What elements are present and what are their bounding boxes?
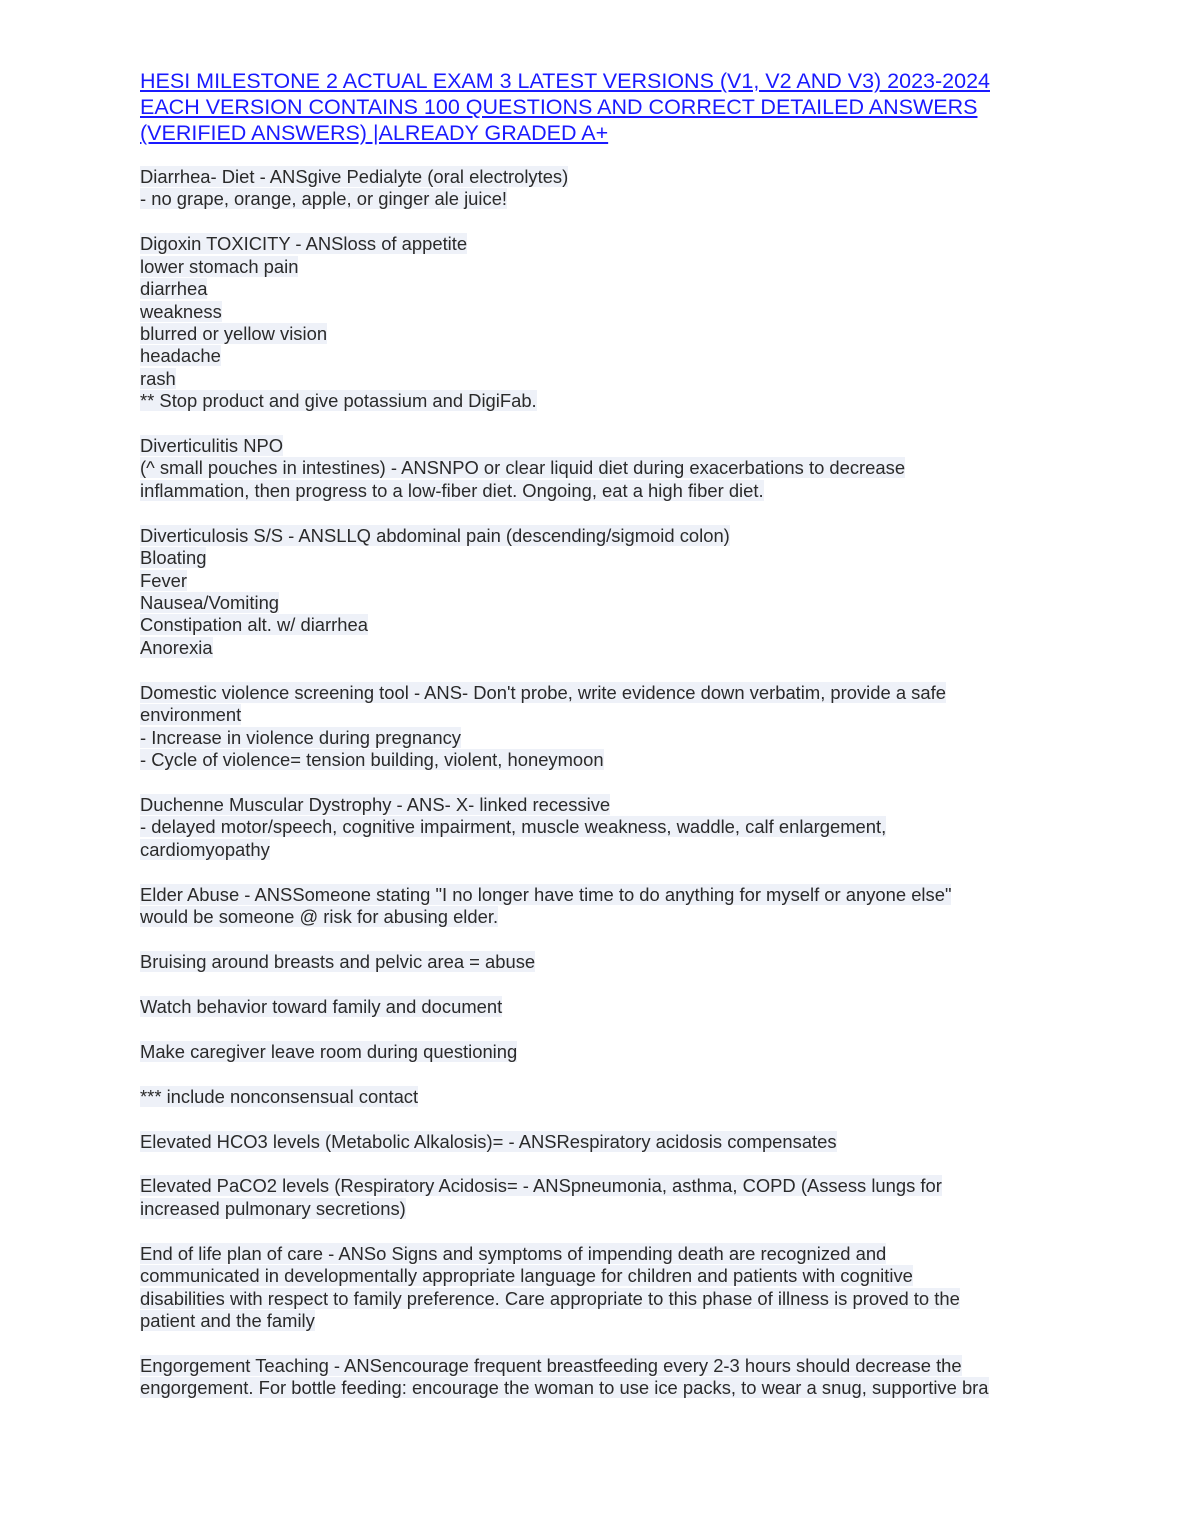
entry-text: Elder Abuse - ANSSomeone stating "I no longer have time to do anything for myself or anyone else" xyxy=(140,883,952,905)
entry-line xyxy=(140,816,1060,838)
entry-line xyxy=(140,233,1060,255)
entry-line xyxy=(140,345,1060,367)
entry-text: - Increase in violence during pregnancy xyxy=(140,726,462,748)
entry-text: communicated in developmentally appropriate language for children and patients with cognitive xyxy=(140,1265,913,1287)
entry-line xyxy=(140,570,1060,592)
entry-text: Elevated PaCO2 levels (Respiratory Acidosis= - ANSpneumonia, asthma, COPD (Assess lungs for xyxy=(140,1175,942,1197)
entry-text: End of life plan of care - ANSo Signs and symptoms of impending death are recognized and xyxy=(140,1242,887,1264)
entry-text: would be someone @ risk for abusing elder. xyxy=(140,905,499,927)
entry-text: headache xyxy=(140,345,221,367)
entry-text: Diverticulitis NPO xyxy=(140,435,284,457)
entry-list xyxy=(140,166,1060,1400)
entry-text: environment xyxy=(140,704,242,726)
entry-text: Fever xyxy=(140,569,188,591)
entry-line xyxy=(140,1310,1060,1332)
entry-line xyxy=(140,368,1060,390)
entry-text: Watch behavior toward family and document xyxy=(140,995,503,1017)
entry-text: rash xyxy=(140,367,176,389)
entry-line xyxy=(140,457,1060,479)
entry-block xyxy=(140,1086,1060,1108)
entry-block xyxy=(140,1243,1060,1333)
entry-line xyxy=(140,839,1060,861)
entry-line xyxy=(140,390,1060,412)
entry-text: inflammation, then progress to a low-fiber diet. Ongoing, eat a high fiber diet. xyxy=(140,479,764,501)
entry-line xyxy=(140,323,1060,345)
entry-text: Constipation alt. w/ diarrhea xyxy=(140,614,368,636)
entry-text: Elevated HCO3 levels (Metabolic Alkalosis)= - ANSRespiratory acidosis compensates xyxy=(140,1130,837,1152)
entry-text: weakness xyxy=(140,300,222,322)
entry-block xyxy=(140,1131,1060,1153)
entry-text: Bloating xyxy=(140,547,207,569)
title-line: HESI MILESTONE 2 ACTUAL EXAM 3 LATEST VERSIONS (V1, V2 AND V3) 2023-2024 xyxy=(140,69,990,93)
entry-line xyxy=(140,1131,1060,1153)
entry-line xyxy=(140,592,1060,614)
entry-line xyxy=(140,301,1060,323)
entry-line xyxy=(140,435,1060,457)
entry-block xyxy=(140,1175,1060,1220)
entry-line xyxy=(140,884,1060,906)
entry-line xyxy=(140,951,1060,973)
entry-block xyxy=(140,682,1060,772)
entry-line xyxy=(140,166,1060,188)
entry-line xyxy=(140,256,1060,278)
entry-line xyxy=(140,704,1060,726)
entry-line xyxy=(140,906,1060,928)
entry-line xyxy=(140,749,1060,771)
entry-text: blurred or yellow vision xyxy=(140,322,328,344)
entry-line xyxy=(140,1175,1060,1197)
entry-block xyxy=(140,525,1060,659)
entry-line xyxy=(140,1086,1060,1108)
entry-text: Diverticulosis S/S - ANSLLQ abdominal pain (descending/sigmoid colon) xyxy=(140,524,730,546)
entry-text: cardiomyopathy xyxy=(140,838,270,860)
entry-text: Nausea/Vomiting xyxy=(140,592,280,613)
entry-block xyxy=(140,884,1060,929)
entry-line xyxy=(140,1198,1060,1220)
title-line: (VERIFIED ANSWERS) |ALREADY GRADED A+ xyxy=(140,121,609,145)
entry-line xyxy=(140,1243,1060,1265)
entry-line xyxy=(140,1377,1060,1399)
entry-line xyxy=(140,637,1060,659)
entry-block xyxy=(140,435,1060,502)
entry-text: increased pulmonary secretions) xyxy=(140,1197,406,1219)
entry-text: *** include nonconsensual contact xyxy=(140,1085,419,1107)
entry-text: ** Stop product and give potassium and DigiFab. xyxy=(140,390,537,412)
entry-text: (^ small pouches in intestines) - ANSNPO or clear liquid diet during exacerbations to decrease xyxy=(140,457,906,479)
entry-text: Anorexia xyxy=(140,636,213,658)
document-page xyxy=(140,68,1060,1422)
entry-text: Make caregiver leave room during questioning xyxy=(140,1040,518,1062)
entry-text: lower stomach pain xyxy=(140,255,299,277)
entry-text: - no grape, orange, apple, or ginger ale juice! xyxy=(140,188,508,210)
entry-block xyxy=(140,233,1060,412)
document-title-link[interactable] xyxy=(140,68,1060,146)
entry-line xyxy=(140,1265,1060,1287)
entry-text: Engorgement Teaching - ANSencourage frequent breastfeeding every 2-3 hours should decrease the xyxy=(140,1354,962,1376)
entry-line xyxy=(140,996,1060,1018)
entry-text: Domestic violence screening tool - ANS- Don't probe, write evidence down verbatim, provide a safe xyxy=(140,681,946,703)
entry-block xyxy=(140,951,1060,973)
entry-line xyxy=(140,1041,1060,1063)
entry-line xyxy=(140,727,1060,749)
entry-line xyxy=(140,614,1060,636)
entry-text: patient and the family xyxy=(140,1309,315,1331)
entry-text: - delayed motor/speech, cognitive impairment, muscle weakness, waddle, calf enlargement, xyxy=(140,816,887,838)
entry-line xyxy=(140,278,1060,300)
entry-line xyxy=(140,682,1060,704)
entry-block xyxy=(140,996,1060,1018)
entry-line xyxy=(140,480,1060,502)
entry-text: - Cycle of violence= tension building, violent, honeymoon xyxy=(140,748,604,770)
entry-text: disabilities with respect to family preference. Care appropriate to this phase of illness is proved to the xyxy=(140,1287,960,1309)
entry-text: diarrhea xyxy=(140,278,208,300)
entry-block xyxy=(140,1355,1060,1400)
entry-line xyxy=(140,794,1060,816)
entry-block xyxy=(140,166,1060,211)
entry-text: engorgement. For bottle feeding: encourage the woman to use ice packs, to wear a snug, supportive bra xyxy=(140,1377,989,1399)
entry-line xyxy=(140,547,1060,569)
entry-text: Digoxin TOXICITY - ANSloss of appetite xyxy=(140,233,468,255)
entry-line xyxy=(140,1288,1060,1310)
entry-block xyxy=(140,794,1060,861)
entry-block xyxy=(140,1041,1060,1063)
entry-text: Duchenne Muscular Dystrophy - ANS- X- linked recessive xyxy=(140,793,611,815)
entry-text: Diarrhea- Diet - ANSgive Pedialyte (oral electrolytes) xyxy=(140,166,569,187)
entry-line xyxy=(140,188,1060,210)
entry-line xyxy=(140,1355,1060,1377)
entry-line xyxy=(140,525,1060,547)
title-line: EACH VERSION CONTAINS 100 QUESTIONS AND CORRECT DETAILED ANSWERS xyxy=(140,95,978,119)
entry-text: Bruising around breasts and pelvic area = abuse xyxy=(140,950,536,972)
